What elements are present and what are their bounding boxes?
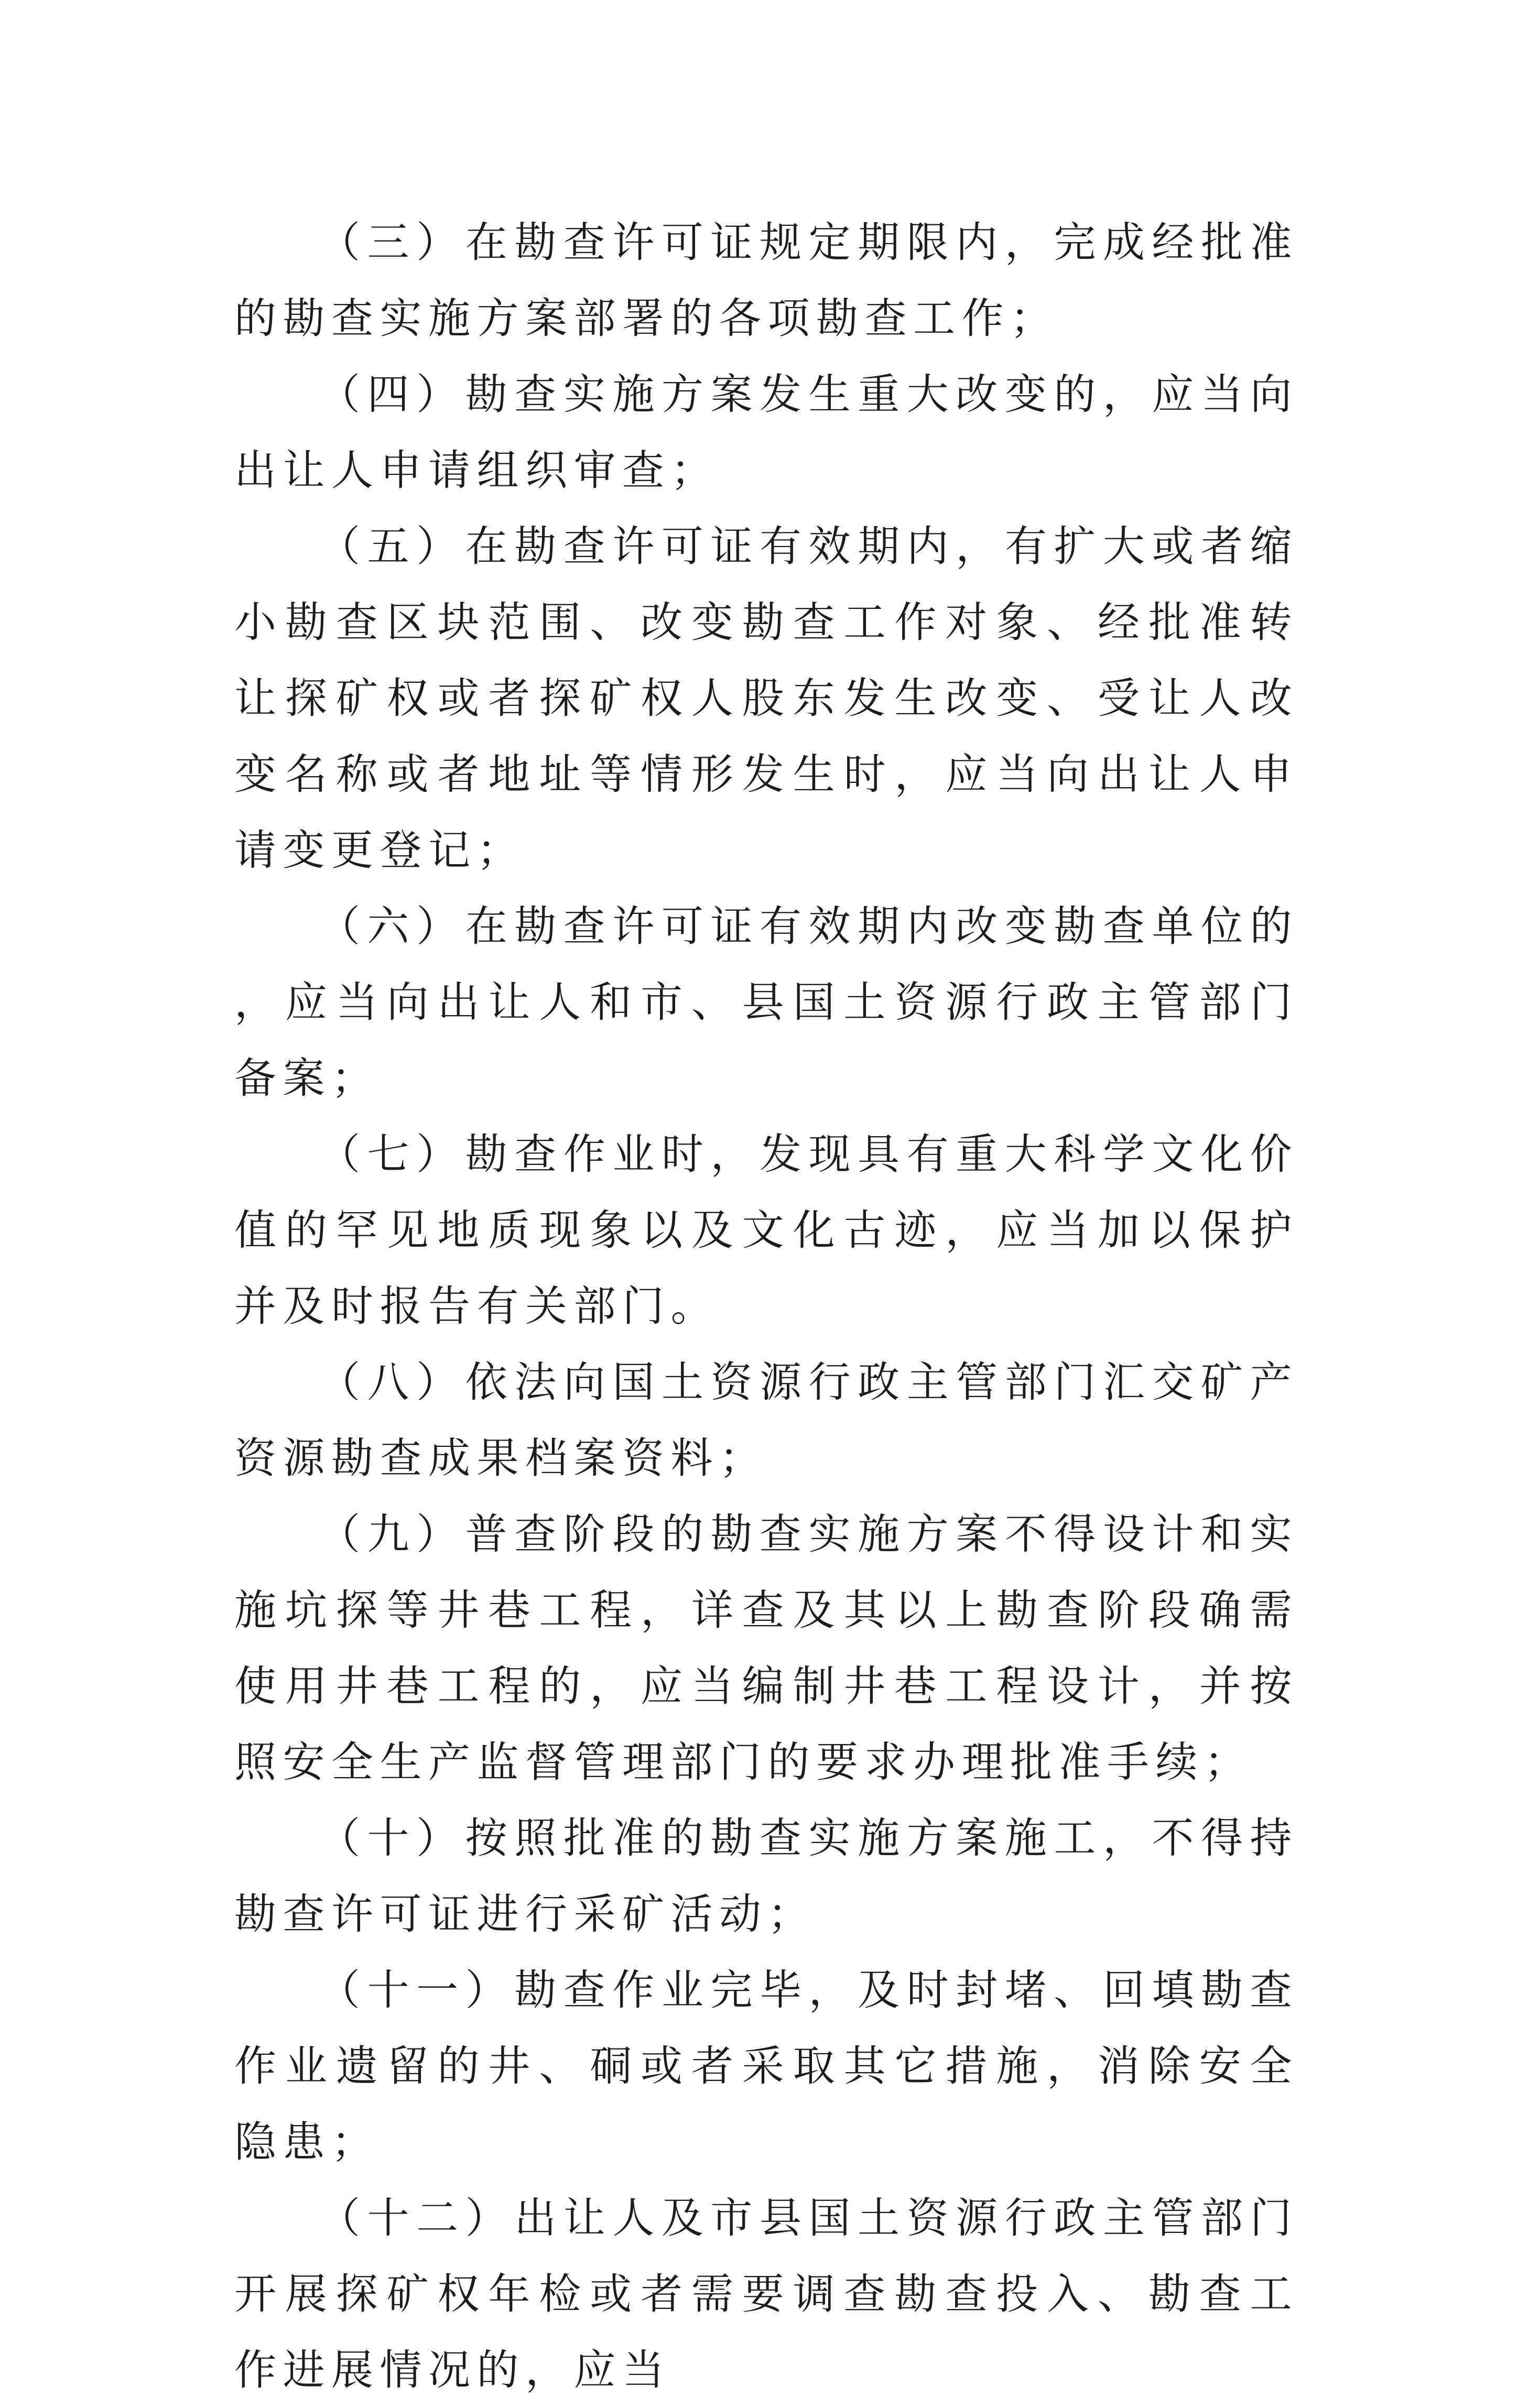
paragraph-item-7: （七）勘查作业时，发现具有重大科学文化价值的罕见地质现象以及文化古迹，应当加以保护并及时报告有关部门。 bbox=[234, 1130, 1298, 1331]
paragraph-item-5: （五）在勘查许可证有效期内，有扩大或者缩小勘查区块范围、改变勘查工作对象、经批准转让探矿权或者探矿权人股东发生改变、受让人改变名称或者地址等情形发生时，应当向出让人申请变更登记； bbox=[234, 522, 1298, 875]
paragraph-item-3: （三）在勘查许可证规定期限内，完成经批准的勘查实施方案部署的各项勘查工作； bbox=[234, 218, 1298, 343]
document-body bbox=[234, 204, 1298, 2408]
paragraph-item-12: （十二）出让人及市县国土资源行政主管部门开展探矿权年检或者需要调查勘查投入、勘查工作进展情况的，应当 bbox=[234, 2194, 1298, 2394]
paragraph-item-10: （十）按照批准的勘查实施方案施工，不得持勘查许可证进行采矿活动； bbox=[234, 1814, 1298, 1938]
paragraph-item-4: （四）勘查实施方案发生重大改变的，应当向出让人申请组织审查； bbox=[234, 370, 1298, 495]
paragraph-item-8: （八）依法向国土资源行政主管部门汇交矿产资源勘查成果档案资料； bbox=[234, 1358, 1298, 1483]
paragraph-item-6: （六）在勘查许可证有效期内改变勘查单位的，应当向出让人和市、县国土资源行政主管部门备案； bbox=[234, 902, 1298, 1103]
paragraph-item-9: （九）普查阶段的勘查实施方案不得设计和实施坑探等井巷工程，详查及其以上勘查阶段确需使用井巷工程的，应当编制井巷工程设计，并按照安全生产监督管理部门的要求办理批准手续； bbox=[234, 1510, 1298, 1786]
paragraph-item-11: （十一）勘查作业完毕，及时封堵、回填勘查作业遗留的井、硐或者采取其它措施，消除安全隐患； bbox=[234, 1966, 1298, 2166]
